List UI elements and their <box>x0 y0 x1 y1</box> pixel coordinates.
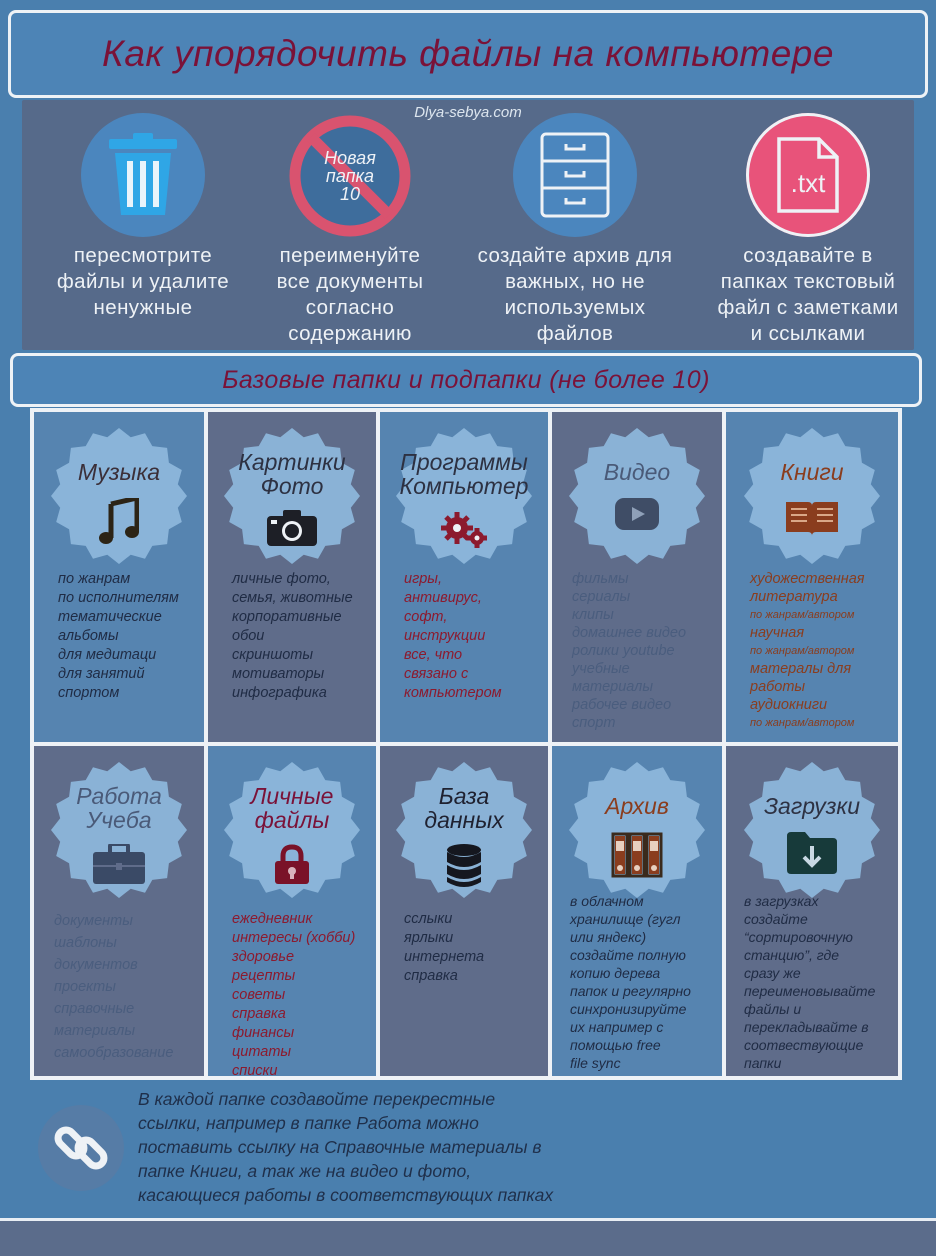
list-item: рецепты <box>232 968 296 984</box>
list-item: соотвествующие <box>744 1037 864 1053</box>
binders-icon <box>611 832 663 883</box>
folder-card <box>380 746 548 1076</box>
list-item: синхронизируйте <box>570 1001 687 1017</box>
download-folder-icon <box>787 832 837 879</box>
list-item: интернета <box>404 949 485 965</box>
list-item: фильмы <box>572 571 629 587</box>
list-item: работы <box>750 679 806 695</box>
list-item: создайте полную <box>570 947 686 963</box>
tip-text: переименуйте все документы согласно содержанию <box>276 244 424 345</box>
folder-name: База данных <box>424 783 504 833</box>
list-item: антивирус, <box>404 590 482 606</box>
bottom-strip <box>0 1218 936 1256</box>
list-item: станцию”, где <box>744 947 840 963</box>
watermark: Dlya-sebya.com <box>414 104 522 121</box>
folder-card <box>380 412 548 742</box>
list-item: по жанрам/автором <box>750 717 855 729</box>
list-item: клипы <box>572 607 614 623</box>
folder-items <box>34 910 204 1064</box>
list-item: здоровье <box>232 949 295 965</box>
list-item: переименовывайте <box>744 983 876 999</box>
folder-items <box>726 570 898 732</box>
list-item: ярлыки <box>404 930 454 946</box>
database-icon <box>447 844 481 893</box>
list-item: по жанрам/автором <box>750 609 855 621</box>
tip-delete <box>38 113 248 321</box>
list-item: матерaлы для <box>750 661 852 677</box>
gears-icon <box>439 510 489 553</box>
list-item: корпоративные <box>232 609 342 625</box>
txt-file-icon <box>746 113 870 237</box>
page-title: Как упорядочить файлы на компьютере <box>102 33 834 74</box>
list-item: инструкции <box>404 628 486 644</box>
list-item: file sync <box>570 1055 621 1071</box>
list-item: тематические <box>58 609 162 625</box>
list-item: советы <box>232 987 286 1003</box>
tip-text: создайте архив для важных, но не используемых файлов <box>477 244 673 345</box>
list-item: создайте <box>744 911 808 927</box>
list-item: научная <box>750 625 805 641</box>
list-item: личные фото, <box>232 571 331 587</box>
folder-badge <box>49 426 189 566</box>
sign-text: 10 <box>339 184 360 204</box>
list-item: учебные <box>572 661 630 677</box>
folder-badge <box>742 426 882 566</box>
folder-items <box>726 892 898 1072</box>
folder-name: Картинки Фото <box>238 449 346 499</box>
folder-items <box>208 910 376 1076</box>
briefcase-icon <box>93 844 145 889</box>
folder-badge <box>742 760 882 900</box>
list-item: альбомы <box>58 628 119 644</box>
list-item: для медитаци <box>58 647 157 663</box>
list-item: папок и регулярно <box>570 983 691 999</box>
list-item: документов <box>54 957 138 973</box>
folder-badge <box>222 426 362 566</box>
list-item: перекладывайте в <box>744 1019 869 1035</box>
folder-items <box>552 892 722 1072</box>
folder-badge <box>567 426 707 566</box>
list-item: художественная <box>750 571 865 587</box>
folder-card <box>552 412 722 742</box>
folder-card <box>552 746 722 1076</box>
list-item: по жанрам <box>58 571 131 587</box>
list-item: литература <box>750 589 838 605</box>
list-item: домашнее видео <box>572 625 687 641</box>
list-item: обои <box>232 628 265 644</box>
folder-name: Работа Учеба <box>76 783 162 833</box>
list-item: инфографика <box>232 685 327 701</box>
list-item: самообразование <box>54 1045 174 1061</box>
folder-badge <box>222 760 362 900</box>
folder-badge <box>394 760 534 900</box>
list-item: цитаты <box>232 1044 292 1060</box>
folder-name: Книги <box>780 459 844 485</box>
list-item: по исполнителям <box>58 590 179 606</box>
list-item: или яндекс) <box>570 929 647 945</box>
folder-card <box>34 412 204 742</box>
archive-cabinet-icon <box>513 113 637 237</box>
list-item: документы <box>54 913 133 929</box>
list-item: по жанрам/автором <box>750 645 855 657</box>
music-note-icon <box>99 498 139 551</box>
list-item: папки <box>744 1055 782 1071</box>
list-item: шаблоны <box>54 935 117 951</box>
txt-label: .txt <box>790 167 826 198</box>
tip-text: пересмотрите файлы и удалите ненужные <box>56 244 230 319</box>
list-item: материалы <box>54 1023 136 1039</box>
folder-badge <box>49 760 189 900</box>
folder-badge <box>394 426 534 566</box>
list-item: связано с <box>404 666 469 682</box>
list-item: рабочее видео <box>572 697 672 713</box>
list-item: справочные <box>54 1001 135 1017</box>
list-item: проекты <box>54 979 116 995</box>
folder-badge <box>567 760 707 900</box>
folder-name: Личные файлы <box>250 783 334 833</box>
section-title: Базовые папки и подпапки (не более 10) <box>222 365 710 394</box>
folder-items <box>380 910 548 986</box>
list-item: игры, <box>404 571 442 587</box>
play-icon <box>615 498 659 535</box>
list-item: финансы <box>232 1025 295 1041</box>
list-item: все, что <box>404 647 463 663</box>
list-item: компьютером <box>404 685 502 701</box>
folder-card <box>726 746 898 1076</box>
list-item: интересы (хобби) <box>232 930 356 946</box>
folder-card <box>208 746 376 1076</box>
list-item: помощью free <box>570 1037 661 1053</box>
folder-card <box>726 412 898 742</box>
list-item: аудиокниги <box>750 697 828 713</box>
list-item: справка <box>404 968 458 984</box>
no-new-folder-icon <box>287 113 413 239</box>
folder-name: Музыка <box>77 459 161 485</box>
list-item: ежедневник <box>232 911 313 927</box>
title-bar <box>8 10 928 98</box>
list-item: спорт <box>572 715 616 731</box>
section-bar <box>10 353 922 407</box>
folder-items <box>34 570 204 703</box>
list-item: в загрузках <box>744 893 819 909</box>
folder-items <box>552 570 722 732</box>
list-item: ролики youtube <box>572 643 675 659</box>
lock-icon <box>275 844 309 889</box>
list-item: софт, <box>404 609 448 625</box>
folder-name: Архив <box>605 793 669 819</box>
tip-notes <box>703 113 913 347</box>
list-item: скриншоты <box>232 647 314 663</box>
tip-archive <box>470 113 680 347</box>
list-item: хранилище (гугл <box>570 911 681 927</box>
folder-card <box>34 746 204 1076</box>
folder-items <box>380 570 548 703</box>
link-chain-icon <box>38 1105 124 1191</box>
list-item: файлы и <box>744 1001 802 1017</box>
list-item: сразу же <box>744 965 801 981</box>
sign-text: папка <box>325 166 375 186</box>
tip-text: создавайте в папках текстовый файл с заметками и ссылками <box>717 244 899 345</box>
folder-name: Видео <box>603 459 671 485</box>
list-item: копию дерева <box>570 965 661 981</box>
list-item: сслыки <box>404 911 453 927</box>
folders-grid <box>30 408 902 1080</box>
list-item: их например с <box>570 1019 664 1035</box>
trash-icon <box>81 113 205 237</box>
footer-text: В каждой папке создавойте перекрестные ссылки, например в папке Работа можно поставить ссылку на Справочные материалы в папке Книги, а так же на видео и фото, касающиеся работы в соответствующих папках <box>138 1089 554 1205</box>
tip-rename <box>245 113 455 347</box>
sign-text: Новая <box>324 148 376 168</box>
list-item: “сортировочную <box>744 929 853 945</box>
folder-name: Программы Компьютер <box>399 449 529 499</box>
book-icon <box>784 498 840 543</box>
list-item: справка <box>232 1006 286 1022</box>
list-item: семья, животные <box>232 590 353 606</box>
folder-name: Загрузки <box>763 793 861 819</box>
folder-items <box>208 570 376 703</box>
list-item: сериалы <box>572 589 631 605</box>
list-item: списки <box>232 1063 278 1076</box>
folder-card <box>208 412 376 742</box>
camera-icon <box>267 510 317 551</box>
list-item: в облачном <box>570 893 644 909</box>
list-item: материалы <box>572 679 654 695</box>
list-item: для занятий <box>58 666 145 682</box>
list-item: спортом <box>58 685 120 701</box>
list-item: мотиваторы <box>232 666 325 682</box>
